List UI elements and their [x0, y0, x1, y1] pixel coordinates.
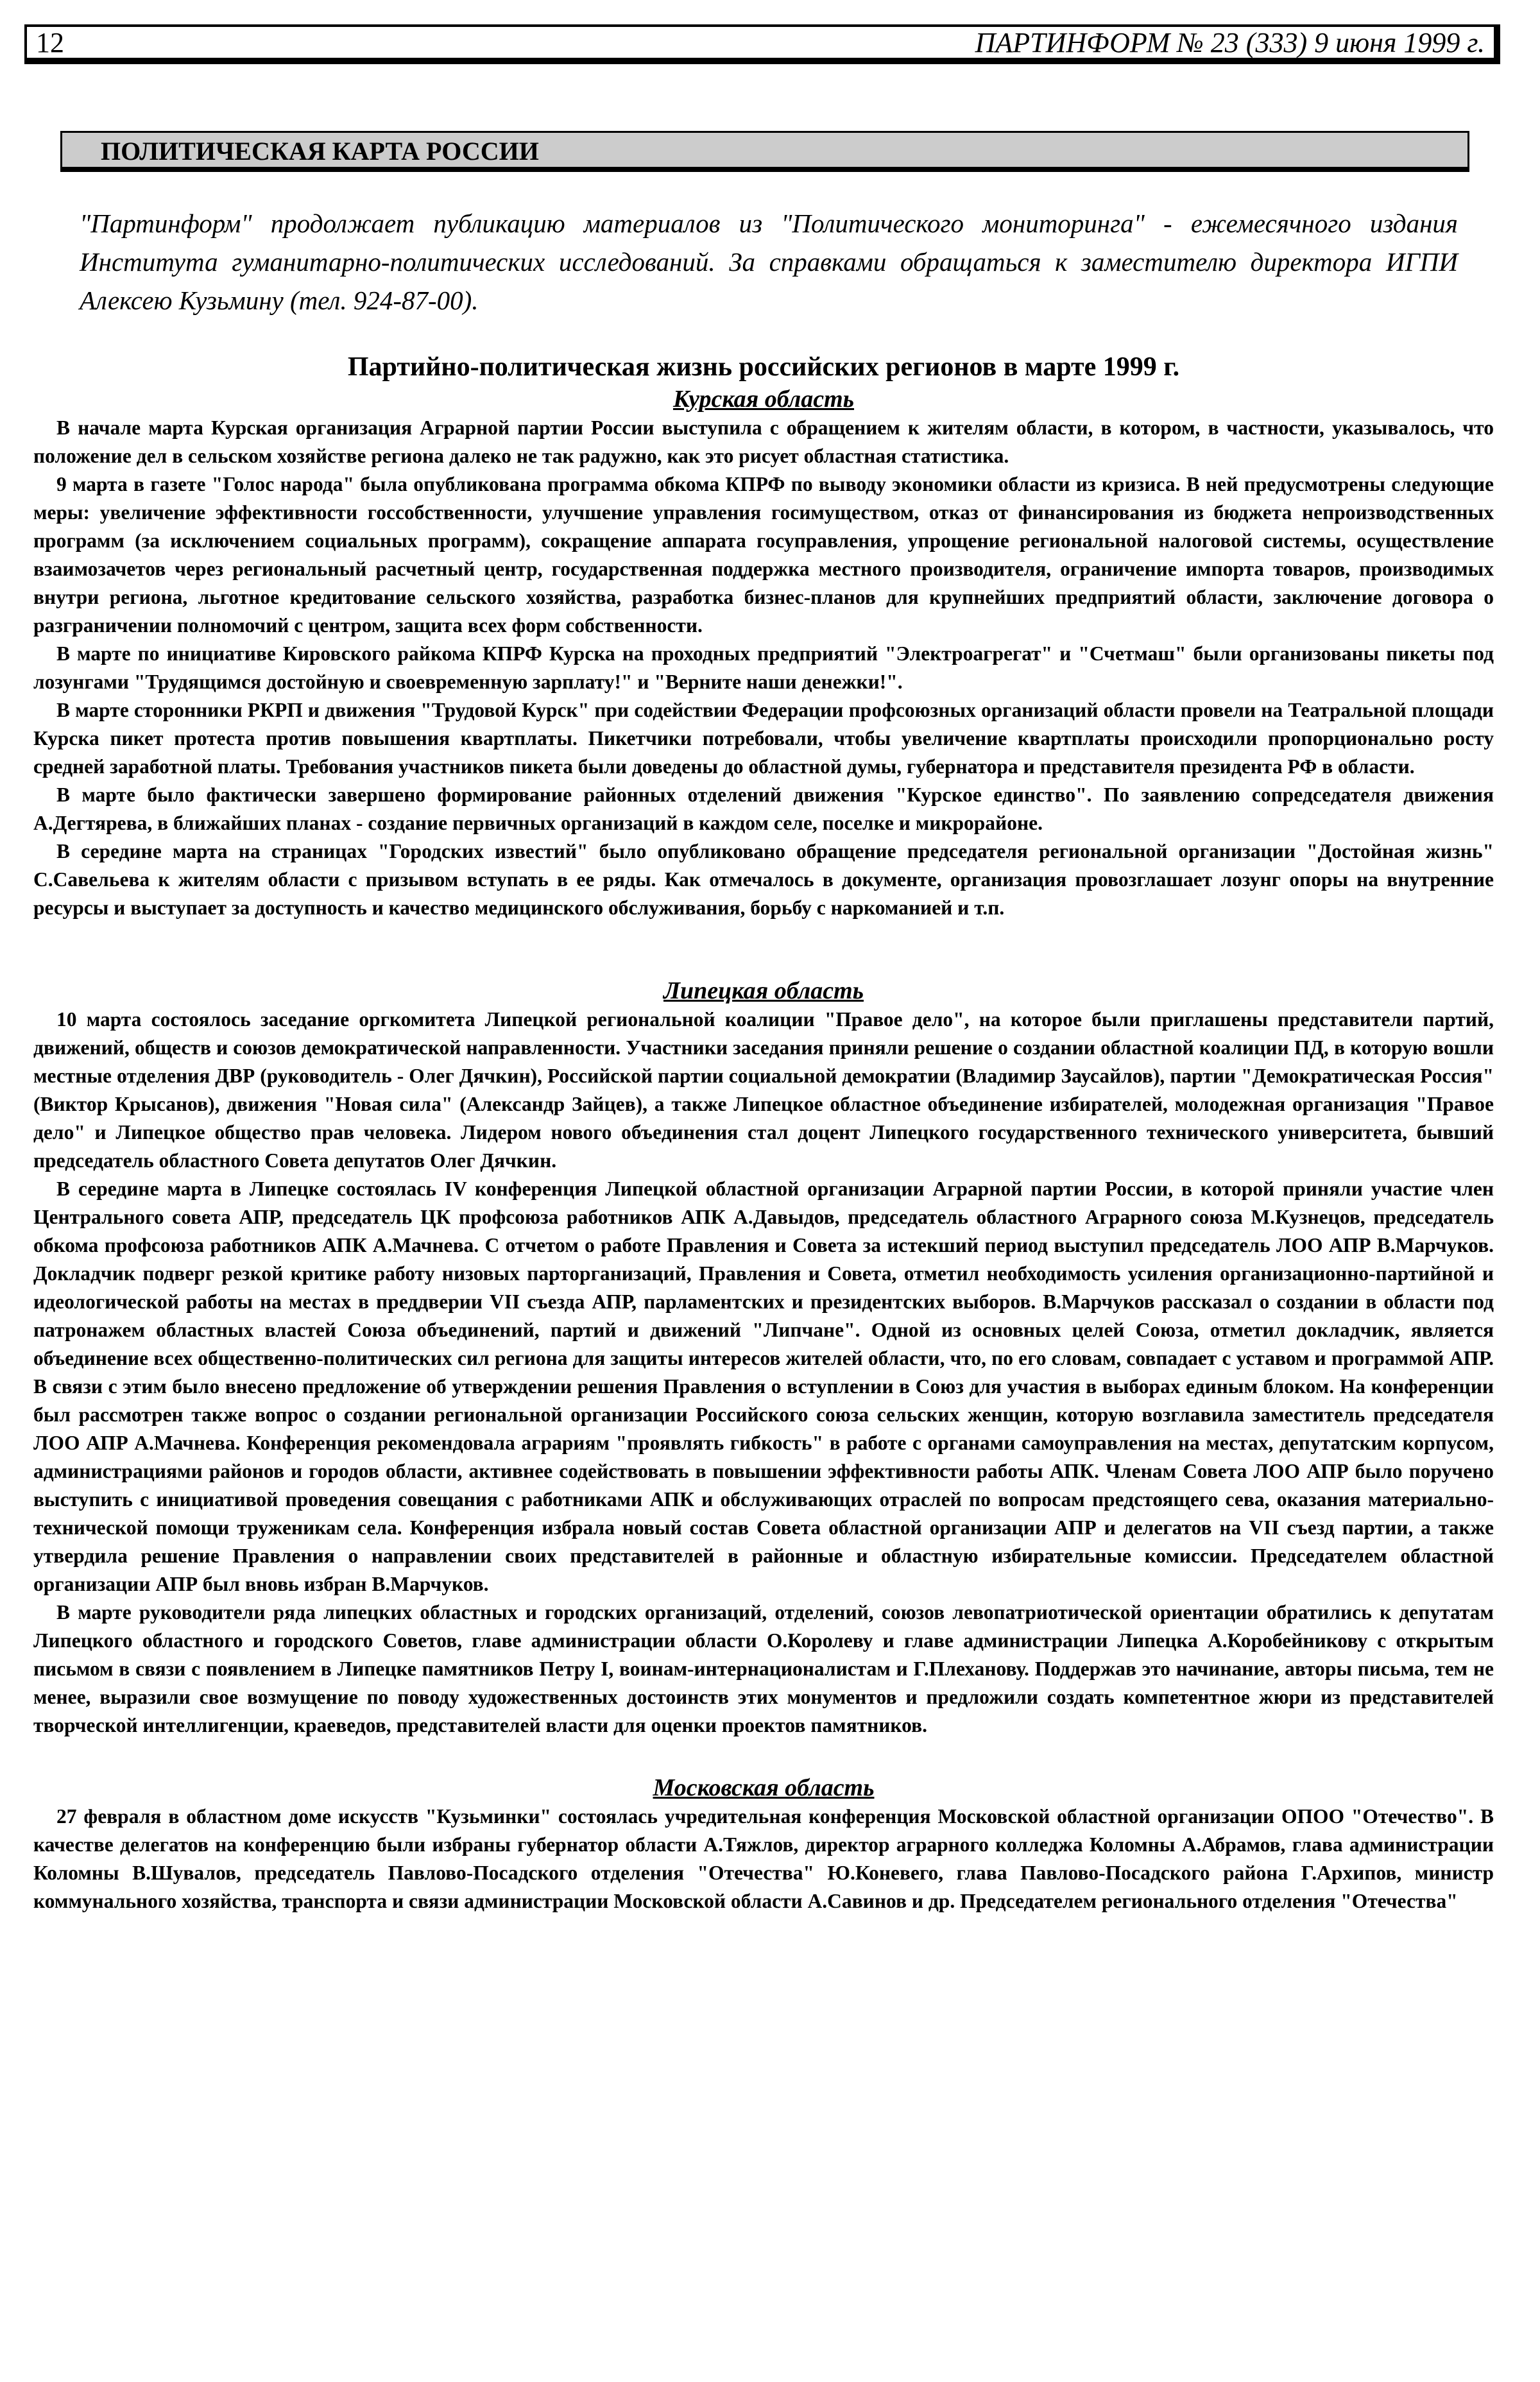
intro-note: "Партинформ" продолжает публикацию материалов из "Политического мониторинга" - ежемесячного издания Института гуманитарно-политических исследований. За справками обращаться к заместителю директора ИГПИ Алексею Кузьмину (тел. 924-87-00). — [80, 209, 1458, 315]
paragraph: В середине марта в Липецке состоялась IV конференция Липецкой областной организации Аграрной партии России, в которой приняли участие член Центрального совета АПР, председатель ЦК профсоюза работников АПК А.Давыдов, председатель областного Аграрного союза М.Кузнецов, председатель обкома профсоюза работников АПК А.Мачнева. С отчетом о работе Правления и Совета за истекший период выступил председатель ЛОО АПР В.Марчуков. Докладчик подверг резкой критике работу низовых парторганизаций, Правления и Совета, отметил необходимость усиления организационно-партийной и идеологической работы на местах в преддверии VII съезда АПР, парламентских и президентских выборов. В.Марчуков рассказал о создании в области под патронажем областных властей Союза объединений, партий и движений "Липчане". Одной из основных целей Союза, отметил докладчик, является объединение всех общественно-политических сил региона для защиты интересов жителей области, что, по его словам, совпадает с уставом и программой АПР. В связи с этим было внесено предложение об утверждении решения Правления о вступлении в Союз для участия в выборах единым блоком. На конференции был рассмотрен также вопрос о создании региональной организации Российского союза сельских женщин, которую возглавила заместитель председателя ЛОО АПР А.Мачнева. Конференция рекомендовала аграриям "проявлять гибкость" в работе с органами самоуправления на местах, депутатским корпусом, администрациями районов и городов области, активнее содействовать в повышении эффективности работы АПК. Членам Совета ЛОО АПР было поручено выступить с инициативой проведения совещания с работниками АПК и обслуживающих отраслей по вопросам предстоящего сева, оказания материально-технической помощи труженикам села. Конференция избрала новый состав Совета областной организации АПР и делегатов на VII съезд партии, а также утвердила решение Правления о направлении своих представителей в районные и областную избирательные комиссии. Председателем областной организации АПР был вновь избран В.Марчуков. — [33, 1178, 1494, 1595]
article — [33, 350, 1494, 1915]
paragraph: В марте сторонники РКРП и движения "Трудовой Курск" при содействии Федерации профсоюзных организаций области провели на Театральной площади Курска пикет протеста против повышения квартплаты. Пикетчики потребовали, чтобы увеличение квартплаты происходили пропорционально росту средней заработной платы. Требования участников пикета были доведены до областной думы, губернатора и представителя президента РФ в области. — [33, 699, 1494, 778]
section-heading-moscow: Московская область — [653, 1774, 875, 1801]
article-title: Партийно-политическая жизнь российских регионов в марте 1999 г. — [347, 352, 1180, 382]
page-number: 12 — [36, 26, 64, 58]
paragraph: 10 марта состоялось заседание оргкомитета Липецкой региональной коалиции "Правое дело", на которое были приглашены представители партий, движений, обществ и союзов демократической направленности. Участники заседания приняли решение о создании областной коалиции ПД, в которую вошли местные отделения ДВР (руководитель - Олег Дячкин), Российской партии социальной демократии (Владимир Заусайлов), партии "Демократическая Россия" (Виктор Крысанов), движения "Новая сила" (Александр Зайцев), а также Липецкое областное объединение избирателей, молодежная организация "Правое дело" и Липецкое общество прав человека. Лидером нового объединения стал доцент Липецкого государственного технического университета, бывший председатель областного Совета депутатов Олег Дячкин. — [33, 1008, 1494, 1172]
section-heading-lipetsk: Липецкая область — [663, 977, 864, 1004]
rubric-banner: ПОЛИТИЧЕСКАЯ КАРТА РОССИИ — [60, 131, 1469, 172]
paragraph: В марте руководители ряда липецких областных и городских организаций, отделений, союзов левопатриотической ориентации обратились к депутатам Липецкого областного и городского Советов, главе администрации области О.Королеву и главе администрации Липецка А.Коробейникову с открытым письмом в связи с появлением в Липецке памятников Петру I, воинам-интернационалистам и Г.Плеханову. Поддержав это начинание, авторы письма, тем не менее, выразили свое возмущение по поводу художественных достоинств этих монументов и предложили создать компетентное жюри из представителей творческой интеллигенции, краеведов, представителей власти для оценки проектов памятников. — [33, 1601, 1494, 1736]
paragraph: В марте было фактически завершено формирование районных отделений движения "Курское единство". По заявлению сопредседателя движения А.Дегтярева, в ближайших планах - создание первичных организаций в каждом селе, поселке и микрорайоне. — [33, 784, 1494, 834]
paragraph: В марте по инициативе Кировского райкома КПРФ Курска на проходных предприятий "Электроагрегат" и "Счетмаш" были организованы пикеты под лозунгами "Трудящимся достойную и своевременную зарплату!" и "Верните наши денежки!". — [33, 642, 1494, 693]
page-header — [24, 24, 1500, 64]
publication-info: ПАРТИНФОРМ № 23 (333) 9 июня 1999 г. — [975, 26, 1485, 58]
paragraph: 27 февраля в областном доме искусств "Кузьминки" состоялась учредительная конференция Московской областной организации ОПОО "Отечество". В качестве делегатов на конференцию были избраны губернатор области А.Тяжлов, директор аграрного колледжа Коломны А.Абрамов, глава администрации Коломны В.Шувалов, председатель Павлово-Посадского отделения "Отечества" Ю.Коневего, глава Павлово-Посадского района Г.Архипов, министр коммунального хозяйства, транспорта и связи администрации Московской области А.Савинов и др. Председателем регионального отделения "Отечества" — [33, 1805, 1494, 1912]
paragraph: В начале марта Курская организация Аграрной партии России выступила с обращением к жителям области, в котором, в частности, указывалось, что положение дел в сельском хозяйстве региона далеко не так радужно, как это рисует областная статистика. — [33, 416, 1494, 467]
paragraph: 9 марта в газете "Голос народа" была опубликована программа обкома КПРФ по выводу экономики области из кризиса. В ней предусмотрены следующие меры: увеличение эффективности госсобственности, улучшение управления госимуществом, отказ от финансирования из бюджета непроизводственных программ (за исключением социальных программ), сокращение аппарата госуправления, упрощение региональной налоговой системы, осуществление взаимозачетов через региональный расчетный центр, государственная поддержка местного производителя, ограничение импорта товаров, производимых внутри региона, льготное кредитование сельского хозяйства, разработка бизнес-планов для крупнейших предприятий области, заключение договора о разграничении полномочий с центром, защита всех форм собственности. — [33, 473, 1494, 637]
section-heading-kursk: Курская область — [672, 386, 855, 413]
paragraph: В середине марта на страницах "Городских известий" было опубликовано обращение председателя региональной организации "Достойная жизнь" С.Савельева к жителям области с призывом вступать в ее ряды. Как отмечалось в документе, организация провозглашает лозунг опоры на внутренние ресурсы и выступает за доступность и качество медицинского обслуживания, борьбу с наркоманией и т.п. — [33, 840, 1494, 919]
